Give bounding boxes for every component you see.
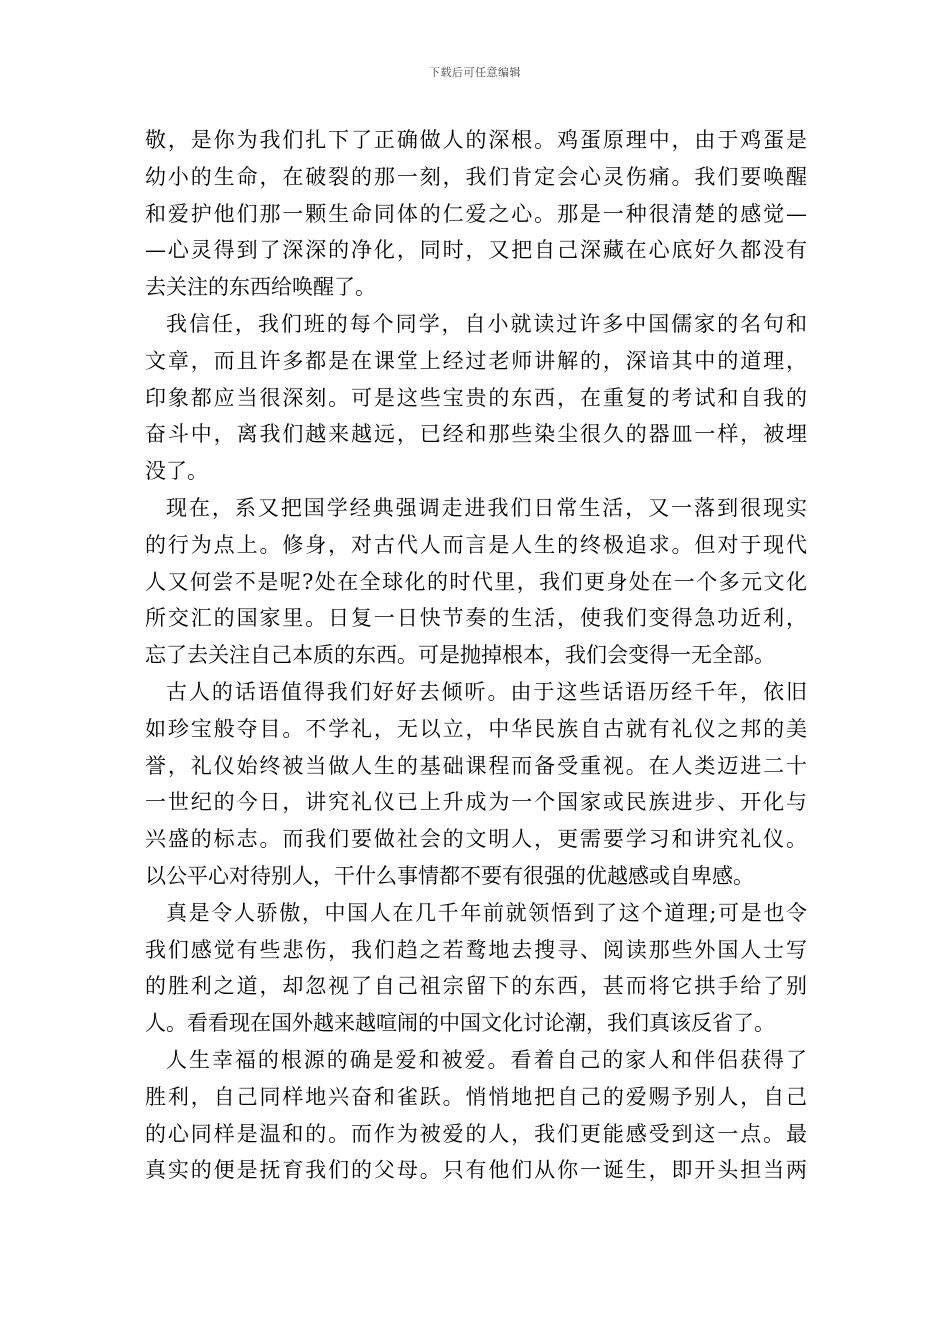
text-line: 幼小的生命，在破裂的那一刻，我们肯定会心灵伤痛。我们要唤醒 [145,164,807,189]
text-line: 去关注的东西给唤醒了。 [145,275,376,300]
text-line: 和爱护他们那一颗生命同体的仁爱之心。那是一种很清楚的感觉— [145,201,807,226]
text-line: 如珍宝般夺目。不学礼，无以立，中华民族自古就有礼仪之邦的美 [145,716,807,741]
text-line: 人。看看现在国外越来越喧闹的中国文化讨论潮，我们真该反省了。 [145,1011,775,1036]
text-line: 人又何尝不是呢?处在全球化的时代里，我们更身处在一个多元文化 [145,569,807,594]
text-line: 的行为点上。修身，对古代人而言是人生的终极追求。但对于现代 [145,532,807,557]
paragraph [145,674,807,895]
text-line: 文章，而且许多都是在课堂上经过老师讲解的，深谙其中的道理， [145,348,807,373]
text-line: 印象都应当很深刻。可是这些宝贵的东西，在重复的考试和自我的 [145,385,807,410]
text-line: —心灵得到了深深的净化，同时，又把自己深藏在心底好久都没有 [145,238,807,263]
text-line: 一世纪的今日，讲究礼仪已上升成为一个国家或民族进步、开化与 [145,790,807,815]
document-body [145,122,807,1189]
text-line: 的心同样是温和的。而作为被爱的人，我们更能感受到这一点。最 [145,1121,807,1146]
text-line: 奋斗中，离我们越来越远，已经和那些染尘很久的器皿一样，被埋 [145,422,807,447]
text-line: 没了。 [145,459,208,484]
paragraph [145,306,807,490]
text-line: 我信任，我们班的每个同学，自小就读过许多中国儒家的名句和 [166,311,807,336]
text-line: 真实的便是抚育我们的父母。只有他们从你一诞生，即开头担当两 [145,1158,807,1183]
paragraph [145,1042,807,1189]
text-line: 现在，系又把国学经典强调走进我们日常生活，又一落到很现实 [166,495,807,520]
paragraph [145,122,807,306]
paragraph [145,490,807,674]
text-line: 真是令人骄傲，中国人在几千年前就领悟到了这个道理;可是也令 [166,900,807,925]
text-line: 兴盛的标志。而我们要做社会的文明人，更需要学习和讲究礼仪。 [145,827,807,852]
text-line: 人生幸福的根源的确是爱和被爱。看着自己的家人和伴侣获得了 [166,1047,807,1072]
paragraph [145,895,807,1042]
page-header: 下载后可任意编辑 [429,66,521,79]
text-line: 的胜利之道，却忽视了自己祖宗留下的东西，甚而将它拱手给了别 [145,974,807,999]
text-line: 誉，礼仪始终被当做人生的基础课程而备受重视。在人类迈进二十 [145,753,807,778]
text-line: 敬，是你为我们扎下了正确做人的深根。鸡蛋原理中，由于鸡蛋是 [145,128,807,152]
text-line: 所交汇的国家里。日复一日快节奏的生活，使我们变得急功近利， [145,606,807,631]
text-line: 胜利，自己同样地兴奋和雀跃。悄悄地把自己的爱赐予别人，自己 [145,1084,807,1109]
text-line: 忘了去关注自己本质的东西。可是抛掉根本，我们会变得一无全部。 [145,643,775,668]
text-line: 古人的话语值得我们好好去倾听。由于这些话语历经千年，依旧 [166,679,807,704]
text-line: 我们感觉有些悲伤，我们趋之若鹜地去搜寻、阅读那些外国人士写 [145,937,807,962]
text-line: 以公平心对待别人，干什么事情都不要有很强的优越感或自卑感。 [145,863,754,888]
